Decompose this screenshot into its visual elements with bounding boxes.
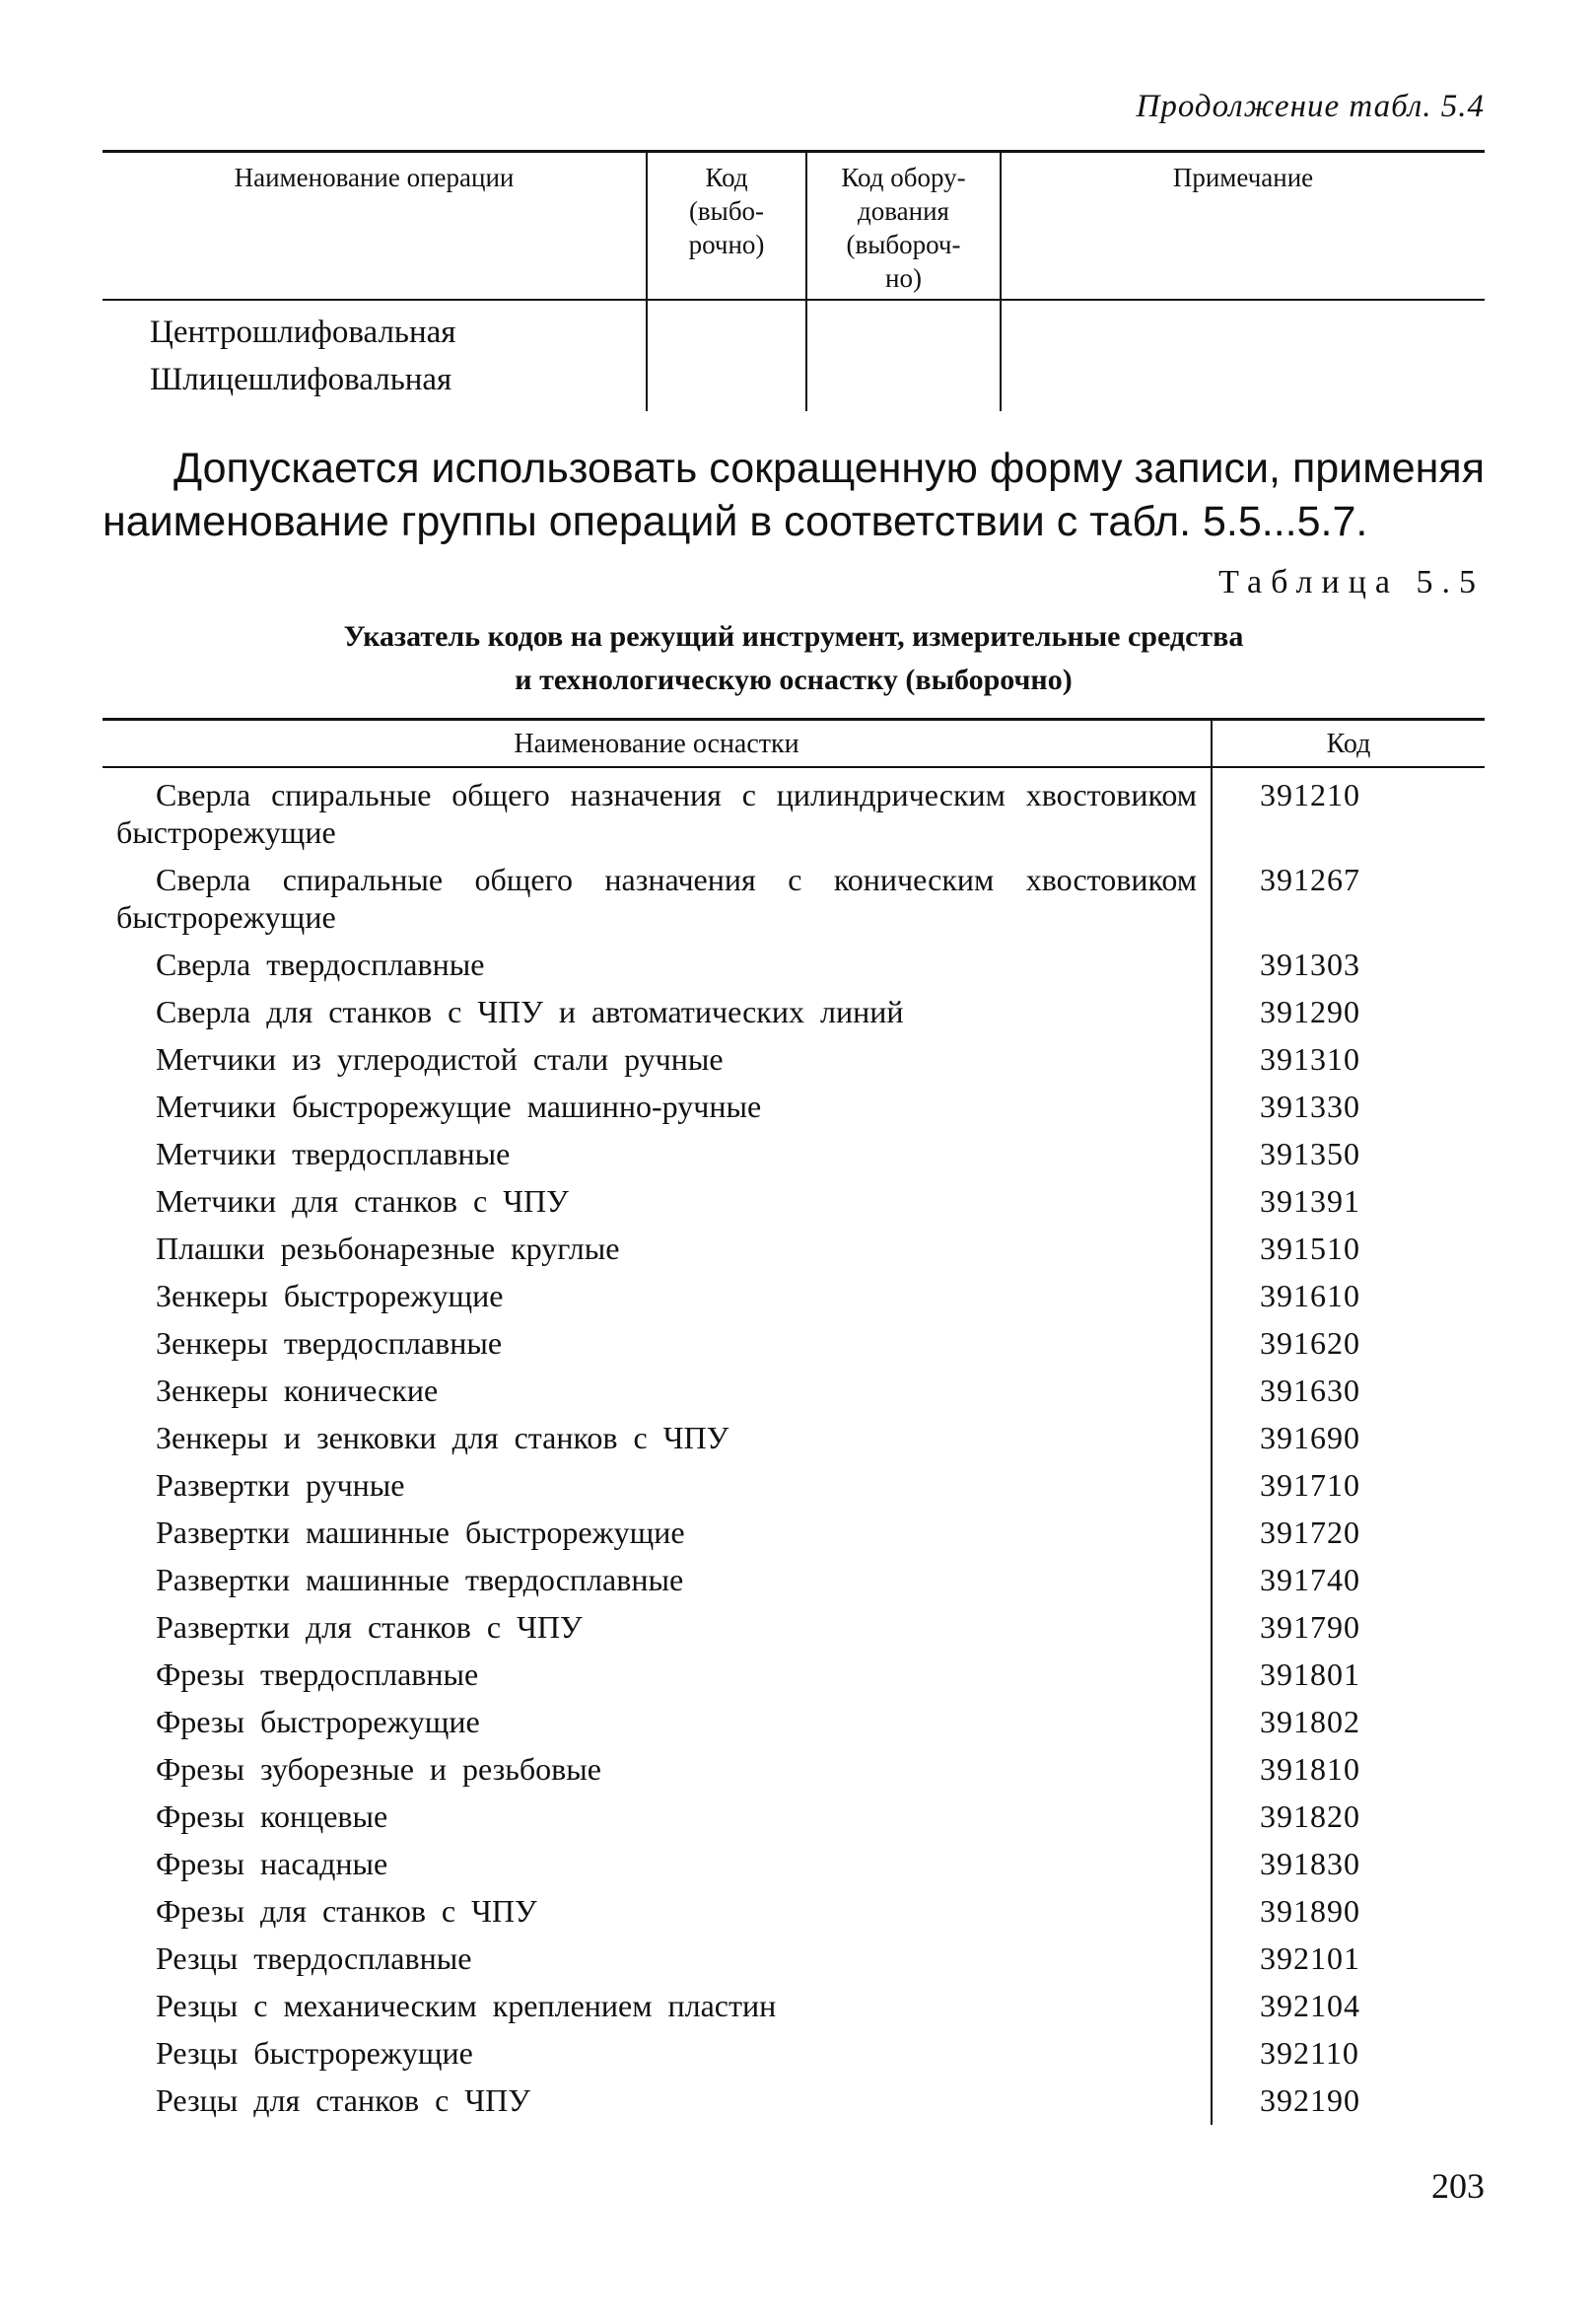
tooling-name: Развертки машинные быстрорежущие [156, 1514, 685, 1550]
table-row [103, 1699, 1485, 1746]
tooling-name-cell [103, 1794, 1212, 1841]
tooling-name-cell [103, 1699, 1212, 1746]
tooling-name-cell [103, 1320, 1212, 1368]
table-row [103, 2078, 1485, 2125]
tooling-name-cell [103, 1841, 1212, 1888]
table-row [103, 1131, 1485, 1178]
tooling-name: Метчики твердосплавные [156, 1136, 511, 1171]
tooling-code: 391710 [1212, 1462, 1485, 1510]
tooling-name-cell [103, 2030, 1212, 2078]
table-5-5 [103, 718, 1485, 2125]
table-row [103, 1746, 1485, 1794]
table-row [103, 1462, 1485, 1510]
table-5-4-header-row [103, 152, 1485, 301]
empty-cell [806, 300, 1001, 411]
tooling-name: Фрезы твердосплавные [156, 1656, 479, 1692]
table-row [103, 1084, 1485, 1131]
tooling-name-cell [103, 857, 1212, 942]
tooling-name-cell [103, 1936, 1212, 1983]
tooling-code: 391350 [1212, 1131, 1485, 1178]
tooling-name-cell [103, 1983, 1212, 2030]
table-row [103, 942, 1485, 989]
tooling-name-cell [103, 2078, 1212, 2125]
tooling-code: 391510 [1212, 1226, 1485, 1273]
header-operation-name: Наименование операции [103, 152, 647, 301]
table-row [103, 767, 1485, 857]
tooling-name-cell [103, 989, 1212, 1036]
header-operation-code: Код (выбо- рочно) [647, 152, 806, 301]
tooling-name-cell [103, 1888, 1212, 1936]
tooling-name: Резцы с механическим креплением пластин [156, 1988, 777, 2023]
tooling-name: Метчики для станков с ЧПУ [156, 1183, 569, 1219]
tooling-name: Фрезы зуборезные и резьбовые [156, 1751, 601, 1787]
table-row [103, 1983, 1485, 2030]
table-row [103, 1036, 1485, 1084]
table-row [103, 1320, 1485, 1368]
table-row [103, 1510, 1485, 1557]
tooling-code: 391810 [1212, 1746, 1485, 1794]
tooling-name: Зенкеры и зенковки для станков с ЧПУ [156, 1420, 729, 1455]
table-row [103, 1841, 1485, 1888]
tooling-name-cell [103, 1746, 1212, 1794]
table-row [103, 1368, 1485, 1415]
table-row [103, 300, 1485, 411]
tooling-name-cell [103, 1557, 1212, 1604]
table-row [103, 1888, 1485, 1936]
tooling-name-cell [103, 1462, 1212, 1510]
tooling-name: Сверла спиральные общего назначения с цилиндрическим хвостовиком быстрорежущие [116, 777, 1197, 850]
tooling-name: Фрезы быстрорежущие [156, 1704, 480, 1739]
tooling-code: 391801 [1212, 1652, 1485, 1699]
tooling-name: Резцы для станков с ЧПУ [156, 2082, 530, 2118]
tooling-name: Сверла спиральные общего назначения с коническим хвостовиком быстрорежущие [116, 862, 1197, 935]
tooling-name: Зенкеры быстрорежущие [156, 1278, 504, 1313]
table-row [103, 2030, 1485, 2078]
continuation-caption: Продолжение табл. 5.4 [1136, 89, 1485, 124]
tooling-name-cell [103, 1415, 1212, 1462]
table-row [103, 1936, 1485, 1983]
tooling-name: Метчики из углеродистой стали ручные [156, 1041, 724, 1077]
tooling-code: 391820 [1212, 1794, 1485, 1841]
table-row [103, 1226, 1485, 1273]
tooling-name-cell [103, 1604, 1212, 1652]
tooling-code: 391310 [1212, 1036, 1485, 1084]
tooling-code: 392101 [1212, 1936, 1485, 1983]
tooling-code: 391391 [1212, 1178, 1485, 1226]
tooling-name: Сверла твердосплавные [156, 947, 485, 982]
table-row [103, 1604, 1485, 1652]
page-number: 203 [1431, 2166, 1485, 2206]
tooling-name: Развертки ручные [156, 1467, 405, 1503]
tooling-name: Сверла для станков с ЧПУ и автоматических линий [156, 994, 904, 1029]
tooling-name-cell [103, 1084, 1212, 1131]
tooling-name: Зенкеры конические [156, 1373, 439, 1408]
table-row [103, 1273, 1485, 1320]
tooling-code: 391630 [1212, 1368, 1485, 1415]
tooling-name-cell [103, 1036, 1212, 1084]
operation-name: Центрошлифовальная [150, 315, 456, 350]
tooling-code: 392104 [1212, 1983, 1485, 2030]
tooling-code: 391267 [1212, 857, 1485, 942]
table-row [103, 1557, 1485, 1604]
tooling-code: 391210 [1212, 767, 1485, 857]
table-5-4-continuation [103, 150, 1485, 411]
tooling-code: 391830 [1212, 1841, 1485, 1888]
empty-cell [647, 300, 806, 411]
tooling-code: 391330 [1212, 1084, 1485, 1131]
tooling-name-cell [103, 1510, 1212, 1557]
table-row [103, 1178, 1485, 1226]
tooling-name: Развертки для станков с ЧПУ [156, 1609, 583, 1645]
tooling-code: 391303 [1212, 942, 1485, 989]
header-note: Примечание [1001, 152, 1485, 301]
tooling-code: 391802 [1212, 1699, 1485, 1746]
tooling-code: 391790 [1212, 1604, 1485, 1652]
header-code: Код [1212, 720, 1485, 768]
tooling-code: 392190 [1212, 2078, 1485, 2125]
tooling-name-cell [103, 1273, 1212, 1320]
tooling-name: Зенкеры твердосплавные [156, 1325, 503, 1361]
table-row [103, 857, 1485, 942]
tooling-name: Плашки резьбонарезные круглые [156, 1231, 620, 1266]
tooling-name: Метчики быстрорежущие машинно-ручные [156, 1089, 762, 1124]
tooling-name-cell [103, 1178, 1212, 1226]
table-row [103, 1794, 1485, 1841]
tooling-name-cell [103, 942, 1212, 989]
tooling-code: 391890 [1212, 1888, 1485, 1936]
tooling-name: Развертки машинные твердосплавные [156, 1562, 684, 1597]
table-title: Указатель кодов на режущий инструмент, измерительные средства и технологическую оснастку (выборочно) [343, 620, 1244, 696]
tooling-name: Фрезы для станков с ЧПУ [156, 1893, 537, 1929]
tooling-code: 391610 [1212, 1273, 1485, 1320]
tooling-name-cell [103, 1368, 1212, 1415]
tooling-code: 391290 [1212, 989, 1485, 1036]
tooling-code: 392110 [1212, 2030, 1485, 2078]
header-equipment-code: Код обору- дования (выбороч- но) [806, 152, 1001, 301]
tooling-name: Резцы быстрорежущие [156, 2035, 473, 2071]
tooling-name-cell [103, 1226, 1212, 1273]
tooling-name-cell [103, 767, 1212, 857]
operation-name: Шлицешлифовальная [150, 362, 452, 397]
tooling-name: Фрезы концевые [156, 1798, 388, 1834]
tooling-name-cell [103, 1652, 1212, 1699]
table-row [103, 989, 1485, 1036]
table-5-5-header-row [103, 720, 1485, 768]
tooling-code: 391740 [1212, 1557, 1485, 1604]
tooling-code: 391620 [1212, 1320, 1485, 1368]
tooling-name: Фрезы насадные [156, 1846, 388, 1881]
table-row [103, 1415, 1485, 1462]
tooling-name: Резцы твердосплавные [156, 1940, 472, 1976]
table-label: Таблица 5.5 [1218, 564, 1485, 600]
tooling-code: 391720 [1212, 1510, 1485, 1557]
tooling-name-cell [103, 1131, 1212, 1178]
tooling-code: 391690 [1212, 1415, 1485, 1462]
body-paragraph: Допускается использовать сокращенную форму записи, применяя наименование группы операций в соответствии с табл. 5.5...5.7. [103, 445, 1485, 545]
empty-cell [1001, 300, 1485, 411]
table-row [103, 1652, 1485, 1699]
header-tooling-name: Наименование оснастки [103, 720, 1212, 768]
